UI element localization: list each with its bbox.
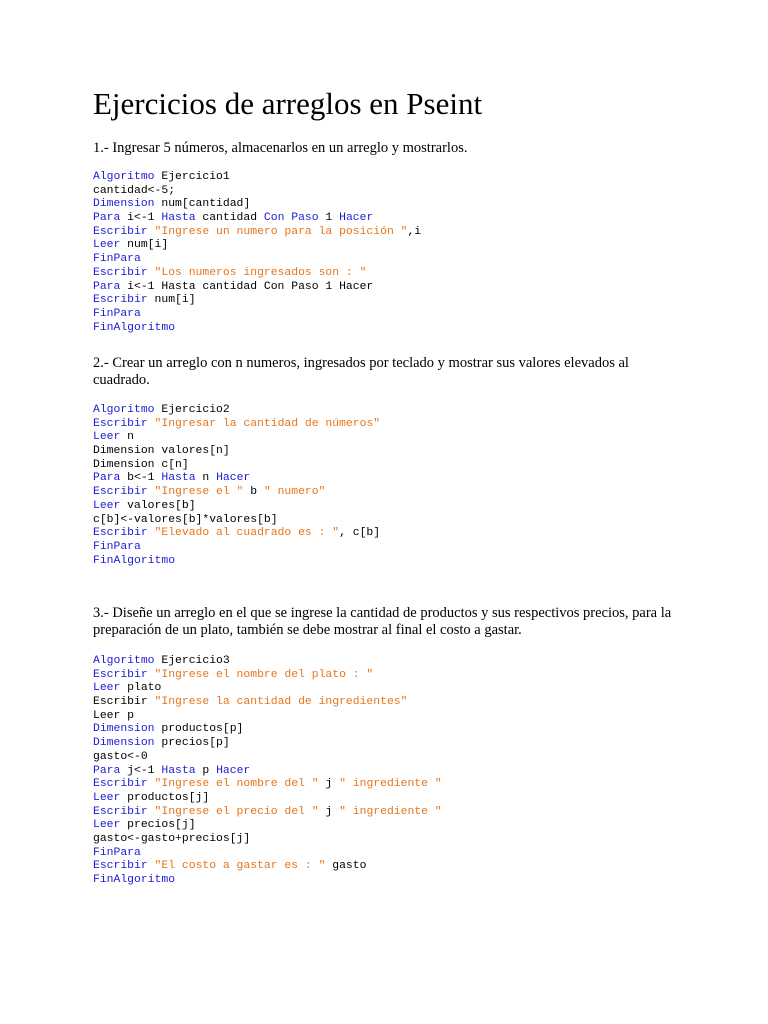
code-text: i<-1 [120, 212, 162, 225]
code-line [93, 514, 380, 528]
code-line [93, 253, 421, 267]
code-line [93, 792, 442, 806]
code-line [93, 445, 380, 459]
code-line [93, 751, 442, 765]
code-line [93, 696, 442, 710]
code-text: precios[p] [154, 737, 230, 750]
code-keyword: Escribir [93, 417, 148, 430]
code-keyword: FinPara [93, 540, 141, 553]
code-keyword: Leer [93, 682, 121, 695]
code-line [93, 682, 442, 696]
code-text: p [195, 764, 217, 777]
code-keyword: Dimension [93, 723, 155, 736]
code-keyword: Escribir [93, 266, 148, 279]
code-line [93, 185, 421, 199]
code-keyword: FinPara [93, 846, 141, 859]
code-keyword: Escribir [93, 860, 148, 873]
code-line [93, 555, 380, 569]
code-text: productos[j] [120, 791, 210, 804]
code-text: num[cantidad] [154, 198, 251, 211]
code-keyword: FinAlgoritmo [93, 554, 176, 567]
code-line [93, 459, 380, 473]
code-text [148, 267, 155, 279]
code-line [93, 239, 421, 253]
code-text: n [120, 431, 135, 444]
code-line [93, 541, 380, 555]
exercise-3-code [93, 655, 442, 888]
code-text: Ejercicio2 [154, 404, 230, 416]
code-text: b [243, 486, 264, 499]
code-keyword: Algoritmo [93, 404, 155, 416]
code-string: "Ingrese el precio del " [154, 805, 319, 818]
code-text: n [195, 472, 217, 485]
code-line [93, 267, 421, 281]
code-text: num[i] [120, 239, 169, 252]
code-string: "El costo a gastar es : " [154, 860, 326, 873]
code-text: plato [120, 682, 162, 695]
code-keyword: Hasta [161, 472, 196, 485]
code-keyword: Hacer [216, 472, 251, 485]
code-text: j [318, 805, 340, 818]
code-keyword: FinAlgoritmo [93, 321, 176, 334]
code-keyword: Dimension [93, 198, 155, 211]
code-keyword: Leer [93, 791, 121, 804]
code-line [93, 431, 380, 445]
code-keyword: Escribir [93, 778, 148, 791]
code-text [148, 226, 155, 238]
code-line [93, 294, 421, 308]
code-line [93, 226, 421, 240]
code-line [93, 847, 442, 861]
code-keyword: Hacer [339, 212, 374, 225]
code-string: " numero" [263, 486, 326, 499]
code-text: ,i [407, 225, 422, 238]
code-line [93, 737, 442, 751]
code-text: , c[b] [339, 527, 381, 540]
code-line [93, 171, 421, 185]
code-keyword: Para [93, 472, 121, 485]
exercise-1-code [93, 171, 421, 335]
code-text: gasto [325, 860, 367, 873]
code-line [93, 833, 442, 847]
code-string: "Ingrese un numero para la posición " [154, 225, 408, 238]
code-text: Ejercicio1 [154, 171, 230, 183]
code-keyword: Para [93, 764, 121, 777]
code-keyword: Escribir [93, 668, 148, 681]
code-keyword: Leer [93, 239, 121, 252]
exercise-2-code [93, 404, 380, 568]
code-line [93, 527, 380, 541]
code-string: "Los numeros ingresados son : " [154, 266, 367, 279]
code-line [93, 669, 442, 683]
code-text: precios[j] [120, 819, 196, 832]
code-line [93, 472, 380, 486]
code-text: i<-1 Hasta cantidad Con Paso 1 Hacer [120, 280, 374, 293]
code-text: productos[p] [154, 723, 244, 736]
code-text [148, 669, 155, 681]
code-keyword: FinAlgoritmo [93, 874, 176, 886]
code-line [93, 212, 421, 226]
code-line [93, 418, 380, 432]
code-text [148, 778, 155, 790]
code-text: c[b]<-valores[b]*valores[b] [93, 513, 278, 526]
code-keyword: Leer [93, 431, 121, 444]
code-line [93, 404, 380, 418]
code-text: Dimension c[n] [93, 458, 189, 471]
code-text: j<-1 [120, 764, 162, 777]
code-text [148, 527, 155, 539]
code-text: valores[b] [120, 499, 196, 512]
code-line [93, 486, 380, 500]
code-text: Ejercicio3 [154, 655, 230, 667]
code-line [93, 860, 442, 874]
code-text [148, 486, 155, 498]
code-line [93, 281, 421, 295]
code-keyword: Escribir [93, 294, 148, 307]
code-keyword: Con Paso [263, 212, 319, 225]
code-text: cantidad<-5; [93, 184, 176, 197]
code-keyword: Escribir [93, 225, 148, 238]
code-keyword: Escribir [93, 486, 148, 499]
code-keyword: FinPara [93, 253, 141, 266]
code-keyword: Algoritmo [93, 171, 155, 183]
code-keyword: Para [93, 212, 121, 225]
code-line [93, 500, 380, 514]
code-string: "Ingresar la cantidad de números" [154, 417, 381, 430]
code-string: " ingrediente " [339, 778, 442, 791]
code-text: gasto<-gasto+precios[j] [93, 832, 251, 845]
code-line [93, 874, 442, 888]
code-line [93, 710, 442, 724]
code-string: "Ingrese el " [154, 486, 244, 499]
code-line [93, 806, 442, 820]
code-keyword: Dimension [93, 737, 155, 750]
code-line [93, 198, 421, 212]
code-line [93, 308, 421, 322]
code-string: " ingrediente " [339, 805, 442, 818]
code-line [93, 655, 442, 669]
code-line [93, 778, 442, 792]
code-keyword: Hasta [161, 764, 196, 777]
code-text: Leer p [93, 709, 135, 722]
code-keyword: Hacer [216, 764, 251, 777]
exercise-3-statement: 3.- Diseñe un arreglo en el que se ingrese la cantidad de productos y sus respectivos precios, para la preparación de un plato, también se debe mostrar al final el costo a gastar. [93, 605, 672, 638]
code-text: num[i] [147, 294, 196, 307]
code-text: Dimension valores[n] [93, 445, 230, 458]
code-string: "Ingrese el nombre del plato : " [154, 668, 374, 681]
code-line [93, 322, 421, 336]
code-keyword: Escribir [93, 805, 148, 818]
code-text: cantidad [195, 212, 264, 225]
exercise-1-statement: 1.- Ingresar 5 números, almacenarlos en un arreglo y mostrarlos. [93, 140, 468, 156]
code-text: j [318, 778, 340, 791]
code-string: "Elevado al cuadrado es : " [154, 527, 340, 540]
page-title: Ejercicios de arreglos en Pseint [93, 86, 483, 121]
code-line [93, 723, 442, 737]
code-text: b<-1 [120, 472, 162, 485]
code-text: Escribir [93, 696, 155, 709]
code-keyword: FinPara [93, 307, 141, 320]
code-keyword: Algoritmo [93, 655, 155, 667]
code-keyword: Leer [93, 499, 121, 512]
code-text: gasto<-0 [93, 750, 148, 763]
code-line [93, 819, 442, 833]
code-string: "Ingrese el nombre del " [154, 778, 319, 791]
code-line [93, 765, 442, 779]
code-keyword: Hasta [161, 212, 196, 225]
code-keyword: Leer [93, 819, 121, 832]
code-text: 1 [318, 212, 340, 225]
code-keyword: Escribir [93, 527, 148, 540]
code-text [148, 418, 155, 430]
exercise-2-statement: 2.- Crear un arreglo con n numeros, ingresados por teclado y mostrar sus valores elevados al cuadrado. [93, 355, 629, 388]
code-text [148, 806, 155, 818]
code-string: "Ingrese la cantidad de ingredientes" [154, 696, 408, 709]
code-text [148, 860, 155, 872]
code-keyword: Para [93, 280, 121, 293]
